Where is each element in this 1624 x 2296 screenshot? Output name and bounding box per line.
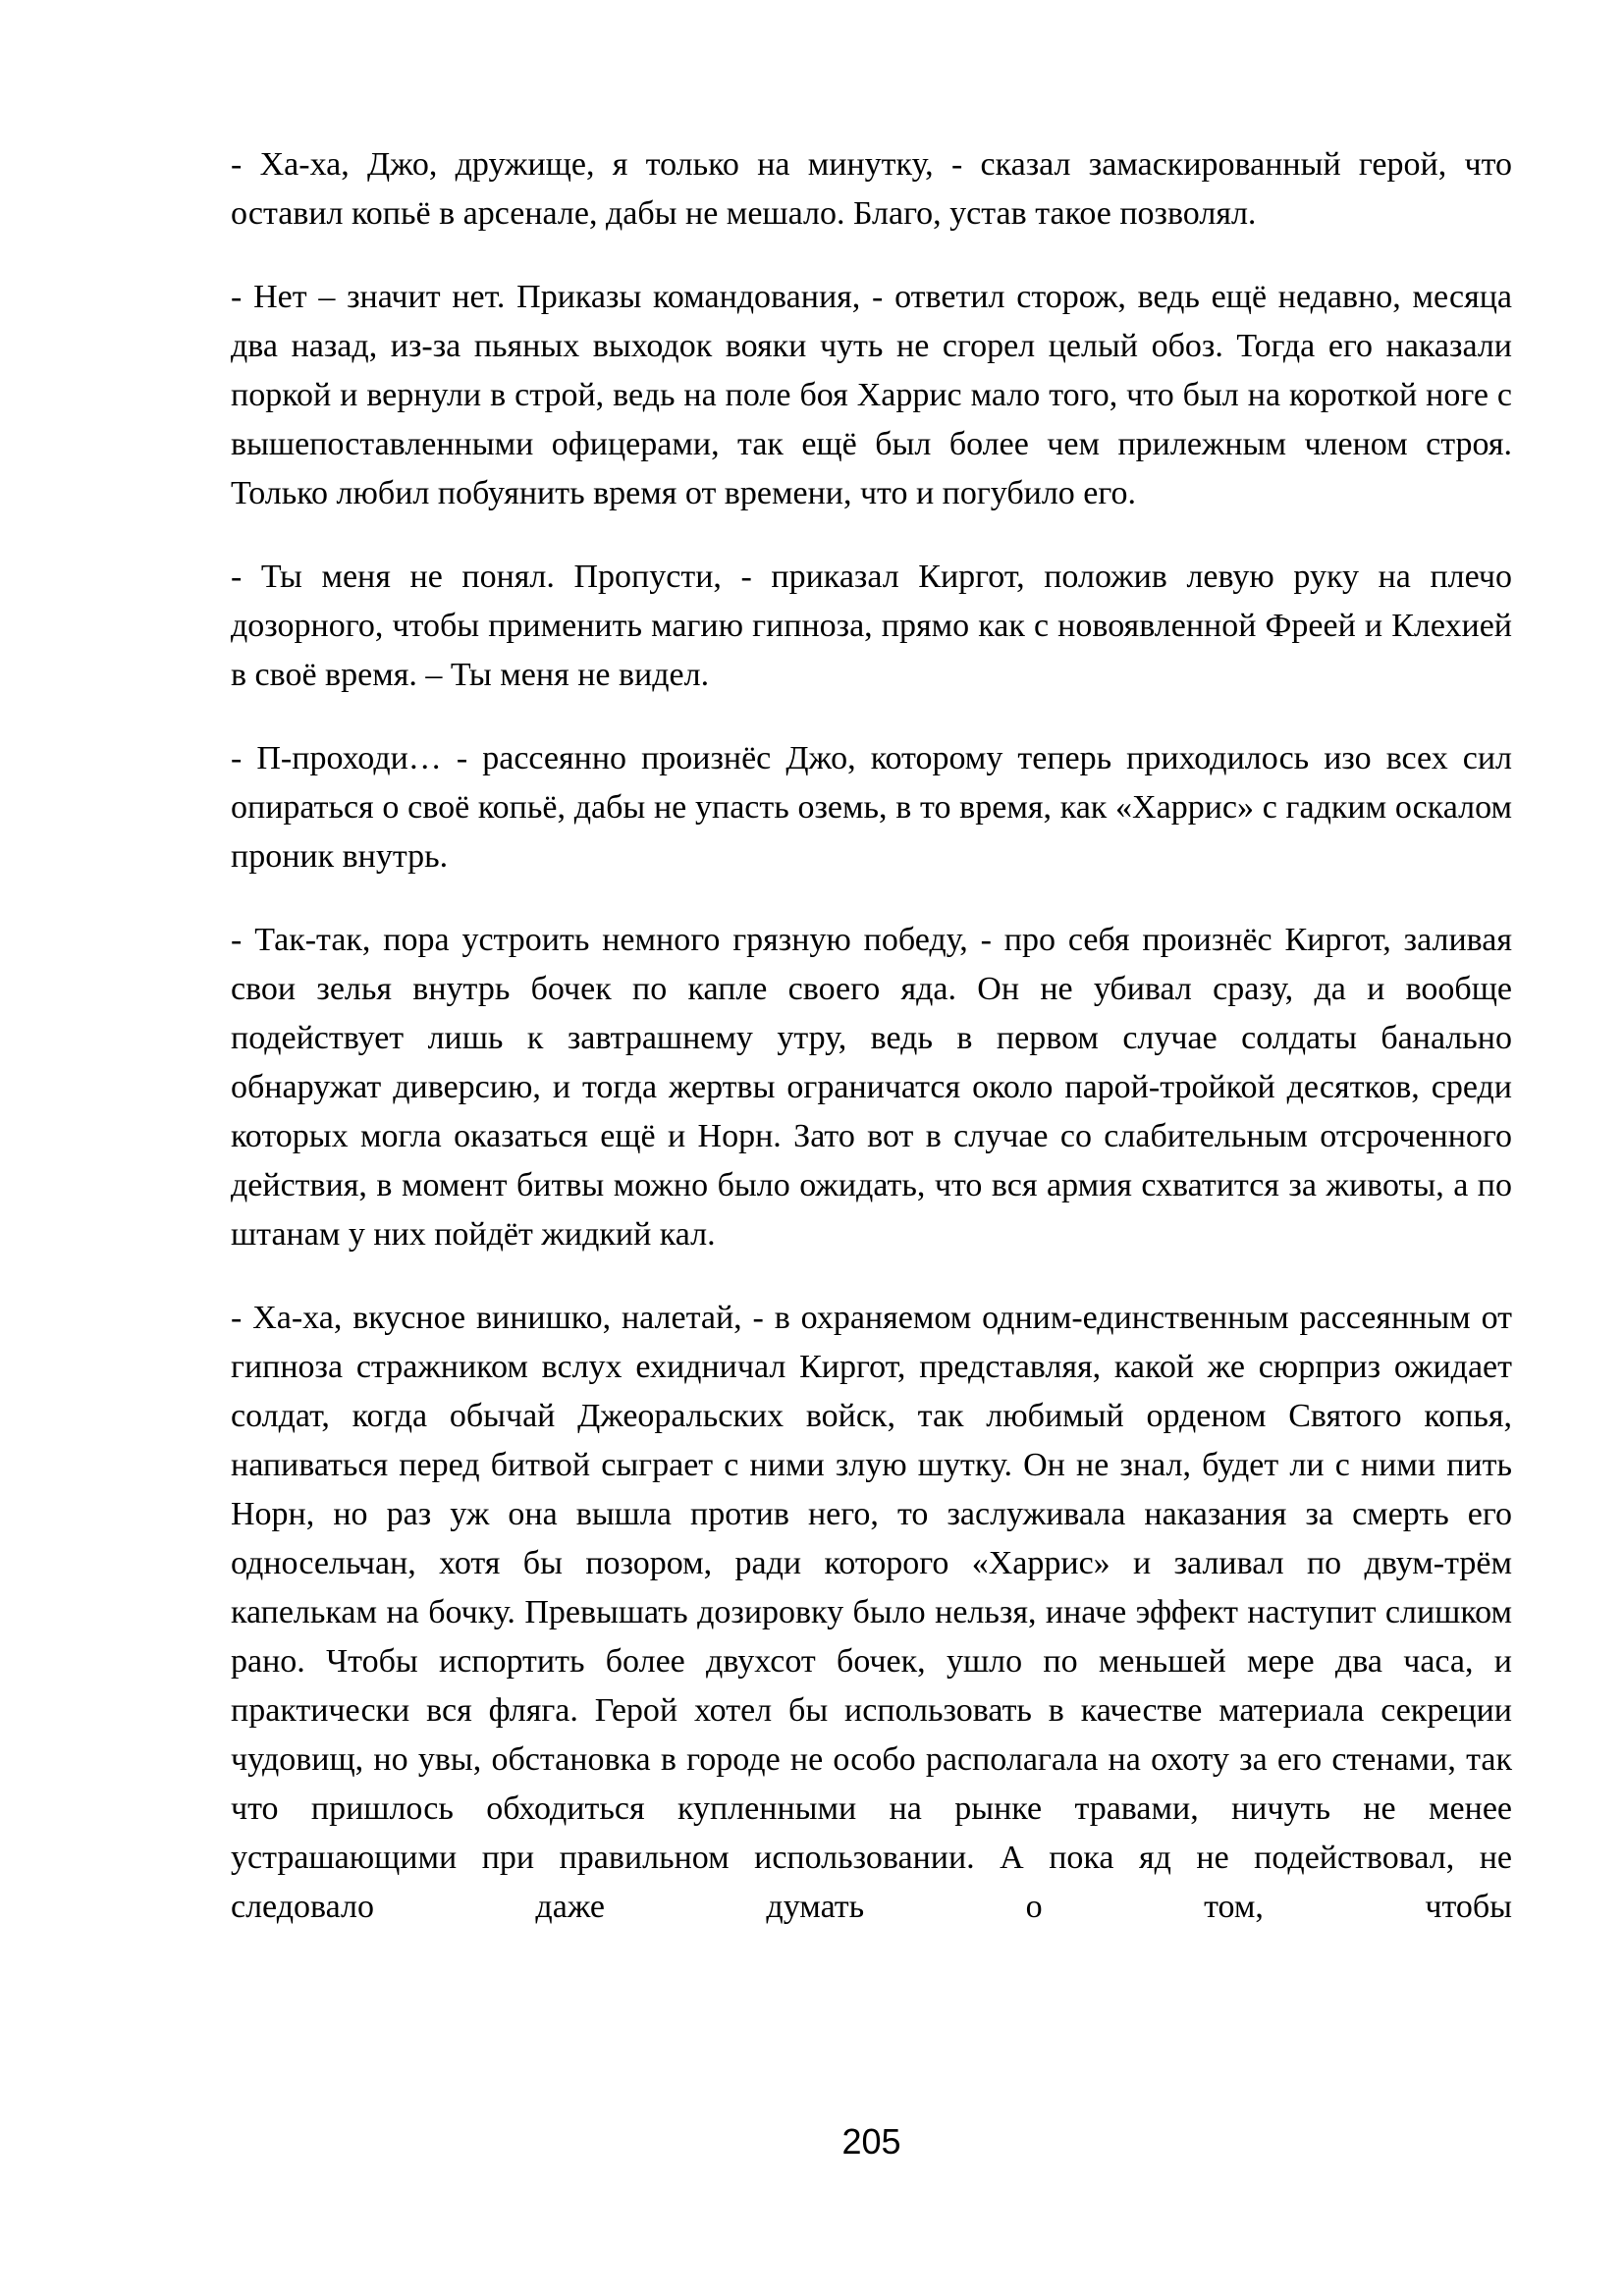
paragraph-6: - Ха-ха, вкусное винишко, налетай, - в охраняемом одним-единственным рассеянным от гипноза стражником вслух ехидничал Киргот, представляя, какой же сюрприз ожидает солдат, когда обычай Джеоральских войск, так любимый орденом Святого копья, напиваться перед битвой сыграет с ними злую шутку. Он не знал, будет ли с ними пить Норн, но раз уж она вышла против него, то заслуживала наказания за смерть его односельчан, хотя бы позором, ради которого «Харрис» и заливал по двум-трём капелькам на бочку. Превышать дозировку было нельзя, иначе эффект наступит слишком рано. Чтобы испортить более двухсот бочек, ушло по меньшей мере два часа, и практически вся фляга. Герой хотел бы использовать в качестве материала секреции чудовищ, но увы, обстановка в городе не особо располагала на охоту за его стенами, так что пришлось обходиться купленными на рынке травами, ничуть не менее устрашающими при правильном использовании. А пока яд не подействовал, не следовало даже думать о том, чтобы — [231, 1300, 1512, 1925]
paragraph-4: - П-проходи… - рассеянно произнёс Джо, которому теперь приходилось изо всех сил опираться о своё копьё, дабы не упасть оземь, в то время, как «Харрис» с гадким оскалом проник внутрь. — [231, 740, 1512, 875]
text-column — [231, 140, 1512, 1966]
page-number: 205 — [841, 2121, 901, 2162]
paragraph-2: - Нет – значит нет. Приказы командования, - ответил сторож, ведь ещё недавно, месяца два назад, из-за пьяных выходок вояки чуть не сгорел целый обоз. Тогда его наказали поркой и вернули в строй, ведь на поле боя Харрис мало того, что был на короткой ноге с вышепоставленными офицерами, так ещё был более чем прилежным членом строя. Только любил побуянить время от времени, что и погубило его. — [231, 279, 1512, 511]
paragraph-5: - Так-так, пора устроить немного грязную победу, - про себя произнёс Киргот, заливая свои зелья внутрь бочек по капле своего яда. Он не убивал сразу, да и вообще подействует лишь к завтрашнему утру, ведь в первом случае солдаты банально обнаружат диверсию, и тогда жертвы ограничатся около парой-тройкой десятков, среди которых могла оказаться ещё и Норн. Зато вот в случае со слабительным отсроченного действия, в момент битвы можно было ожидать, что вся армия схватится за животы, а по штанам у них пойдёт жидкий кал. — [231, 922, 1512, 1253]
paragraph-1: - Ха-ха, Джо, дружище, я только на минутку, - сказал замаскированный герой, что оставил копьё в арсенале, дабы не мешало. Благо, устав такое позволял. — [231, 146, 1512, 232]
paragraph-3: - Ты меня не понял. Пропусти, - приказал Киргот, положив левую руку на плечо дозорного, чтобы применить магию гипноза, прямо как с новоявленной Фреей и Клехией в своё время. – Ты меня не видел. — [231, 559, 1512, 693]
